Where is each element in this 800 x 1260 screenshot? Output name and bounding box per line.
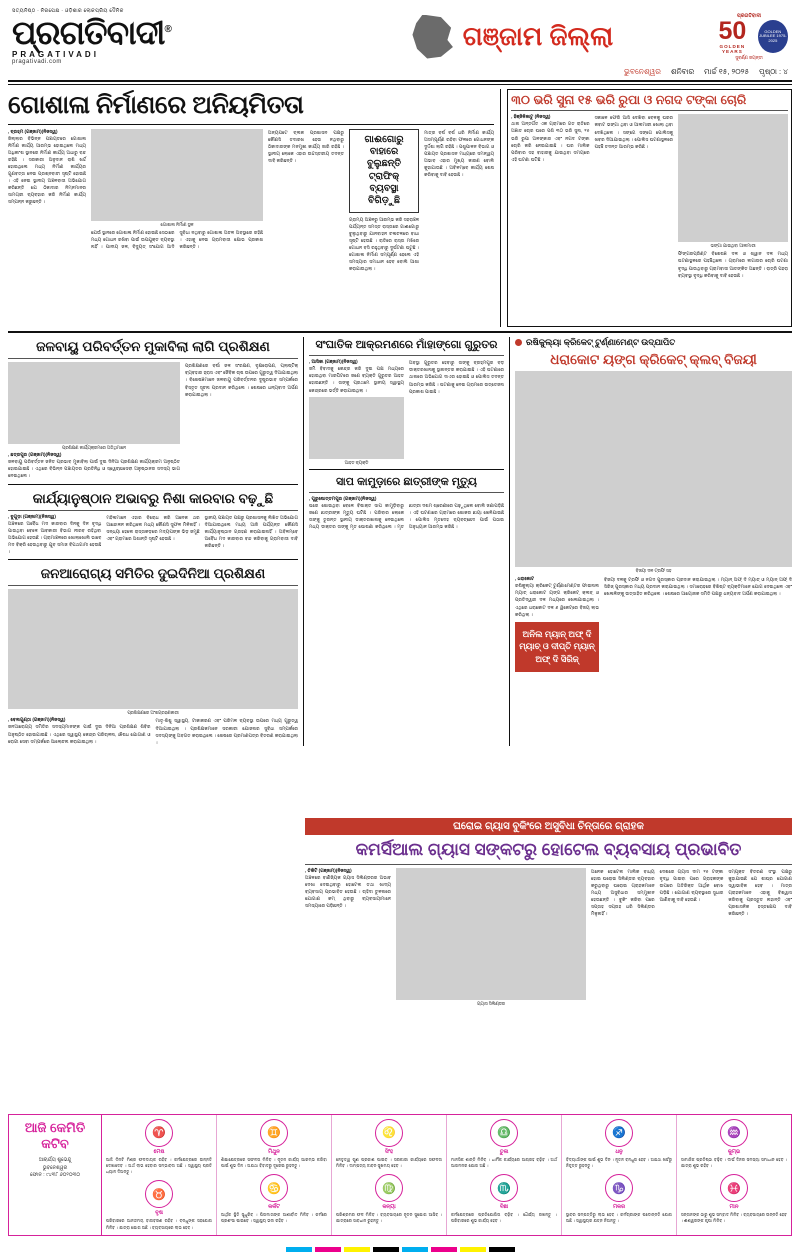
training-text-2: ପ୍ରଶିକ୍ଷଣରେ ବର୍ଷା ଜଳ ସଂରକ୍ଷଣ, ବୃକ୍ଷରୋପଣ, ପ୍ଲାଷ୍ଟିକ୍ ବ୍ୟବହାର ହ୍ରାସ ଏବଂ ଜୈବିକ ଚାଷ ଉପରେ ଗୁରୁତ୍ୱ ଦିଆଯାଇଥିଲା । ବିଶେଷଜ୍ଞମାନେ ଜଳବାୟୁ ପରିବର୍ତ୍ତନର ଦୁଷ୍ପ୍ରଭାବ ସମ୍ପର୍କରେ ବିସ୍ତୃତ ସୂଚନା ପ୍ରଦାନ କରିଥିଲେ । ଶେଷରେ ଧନ୍ୟବାଦ ଅର୍ପଣ କରାଯାଇଥିଲା । bbox=[185, 363, 298, 397]
cricket-text-1: ରଷିକୁଲ୍ୟା କ୍ରିକେଟ୍ ଟୁର୍ଣ୍ଣାମେଣ୍ଟର ଫାଇନାଲ ମ୍ୟାଚ୍ ଧରାକୋଟ ୟଙ୍ଗ କ୍ରିକେଟ୍ କ୍ଲବ୍ ଓ ପ୍ରତିଦ୍ୱନ୍ଦୀ ଦଳ ମଧ୍ୟରେ ଖେଳାଯାଇଥିଲା । ଏଥିରେ ଧରାକୋଟ ଦଳ ୬ ୱିକେଟ୍‌ରେ ବିଜୟ ଲାଭ କରିଥିଲା । bbox=[515, 583, 599, 617]
gas-text-3: ଦେଶରେ ଗ୍ୟାସ ଦାମ ୧୫ ଟଙ୍କା ବୃଦ୍ଧି ପାଇବା ପରେ ଗ୍ରାହକଙ୍କ ଉପରେ ଅତିରିକ୍ତ ଆର୍ଥିକ ବୋଝ ପଡ଼ିଛି । ଯୋଗାଣ ବ୍ୟବସ୍ଥାରେ ସୁଧାର ଆଣିବାକୁ ଦାବି ହେଉଛି । bbox=[659, 868, 724, 902]
health-photo-caption: ପ୍ରଶିକ୍ଷଣରେ ଅଂଶଗ୍ରହଣକାରୀ bbox=[127, 710, 179, 716]
horoscope-column bbox=[217, 1115, 332, 1235]
training-col-2 bbox=[185, 362, 298, 479]
horoscope-sign bbox=[336, 1174, 442, 1225]
gas-photo-caption: ଗ୍ୟାସ ସିଲିଣ୍ଡର bbox=[476, 1000, 506, 1006]
jubilee-top-label: ପ୍ରଗତିବାଦୀ bbox=[736, 13, 761, 19]
training-photo bbox=[8, 362, 180, 444]
lead-text-2: ଯେଉଁ ସ୍ଥାନରେ ଗୋଶାଳା ନିର୍ମାଣ ହୋଇଛି ସେଠାରେ ମଧ୍ୟ ଗୋଧନ ରଖିବା ପାଇଁ ଉପଯୁକ୍ତ ବ୍ୟବସ୍ଥା ନାହିଁ । ପାନୀୟ ଜଳ, ବିଦ୍ୟୁତ୍ ସଂଯୋଗ ଆଦି ସୁବିଧା ନଥିବାରୁ ଗୋଶାଳା ଅଚଳ ଅବସ୍ଥାରେ ରହିଛି । ଏହାକୁ ନେଇ ଗ୍ରାମବାସୀ କ୍ଷୋଭ ପ୍ରକାଶ କରିଛନ୍ତି । bbox=[91, 229, 263, 249]
horoscope-column bbox=[562, 1115, 677, 1235]
horoscope-sign-text: କର୍ମକ୍ଷେତ୍ରରେ ପ୍ରତିଯୋଗିତା ବଢ଼ିବ । ଧୈର୍ଯ୍ୟ ରଖନ୍ତୁ । ପରିବାରରେ ଶୁଭ କାର୍ଯ୍ୟ ହେବ । bbox=[451, 1212, 557, 1224]
theft-story bbox=[507, 89, 792, 327]
gas-text-1: ଅଞ୍ଚଳରେ ବାଣିଜ୍ୟିକ ଗ୍ୟାସ ସିଲିଣ୍ଡରର ଅଭାବ ଦେଖା ଦେଇଥିବାରୁ ହୋଟେଲ ତଥା ଖାଦ୍ୟ ବ୍ୟବସାୟ ପ୍ରଭାବିତ ହେଉଛି । ଚାହିଦା ତୁଳନାରେ ଯୋଗାଣ କମ୍ ଥିବାରୁ ବ୍ୟବସାୟୀମାନେ ସମସ୍ୟାରେ ପଡ଼ିଛନ୍ତି । bbox=[305, 874, 391, 908]
lead-text-4: ଗ୍ରାମ୍ୟ ଅଞ୍ଚଳରୁ ଆରମ୍ଭ କରି ସହରାଞ୍ଚଳ ପର୍ଯ୍ୟନ୍ତ ସମସ୍ତ ରାସ୍ତାରେ ଗାଈଗୋରୁ ବୁଲୁଥିବାରୁ ଯାନବାହନ ଚଳାଚଳରେ ବାଧା ସୃଷ୍ଟି ହେଉଛି । ରାତିରେ ରାସ୍ତା ମଝିରେ ଗୋଧନ ବସି ରହୁଥିବାରୁ ଦୁର୍ଘଟଣା ଘଟୁଛି । ଗୋଶାଳା ନିର୍ମାଣ ସମ୍ପୂର୍ଣ୍ଣ ହେଲେ ଏହି ସମସ୍ୟାର ସମାଧାନ ହେବ ବୋଲି ଆଶା କରାଯାଉଥିଲା । bbox=[349, 216, 420, 272]
lead-story bbox=[8, 89, 501, 327]
accident-headline: ସଂଘାତିକ ଆକ୍ରମଣରେ ମାଁହାଙ୍ଗୋ ଗୁରୁତର bbox=[315, 339, 498, 351]
horoscope-sign bbox=[106, 1180, 212, 1231]
lead-col-4 bbox=[349, 129, 419, 273]
theft-byline: ‚ ହିଞ୍ଜିଳିକାଟୁ (ନିଜସ୍ୱ) bbox=[511, 114, 551, 120]
theft-col-1 bbox=[511, 114, 589, 278]
horoscope-sign-name: ବିଛା bbox=[499, 1204, 509, 1211]
theft-photo-caption: ଭଙ୍ଗା ଯାଇଥିବା ଆଲମାରୀ bbox=[710, 243, 756, 249]
gas-col-3 bbox=[660, 868, 724, 1006]
theft-text-3: ଫିଙ୍ଗରପ୍ରିଣ୍ଟ ବିଶେଷଜ୍ଞ ଦଳ ଓ ଶ୍ୱାନ ଦଳ ମଧ୍ୟ ଘଟଣାସ୍ଥଳରେ ପହଞ୍ଚିଥିଲେ । ଗ୍ରାମରେ ଲଗାତାର ଚୋରି ଘଟଣା ବୃଦ୍ଧି ପାଉଥିବାରୁ ଗ୍ରାମବାସୀ ଆତଙ୍କିତ ଅଛନ୍ତି । ରାତ୍ରି ପହରା ବ୍ୟବସ୍ଥା ବୃଦ୍ଧି କରିବାକୁ ଦାବି ହେଉଛି । bbox=[678, 251, 789, 278]
horoscope-masthead bbox=[9, 1115, 102, 1235]
gas-headline: କମର୍ସିଆଲ ଗ୍ୟାସ ସଙ୍କଟରୁ ହୋଟେଲ ବ୍ୟବସାୟ ପ୍ରଭାବିତ bbox=[355, 840, 742, 859]
jubilee-years: GOLDEN YEARS bbox=[719, 44, 746, 54]
jubilee-bottom-label: ସୁବର୍ଣ୍ଣ ଜୟନ୍ତୀ bbox=[735, 55, 763, 60]
cricket-kicker bbox=[515, 337, 792, 350]
lead-byline: ‚ ବ୍ରହ୍ମ (ଗଞ୍ଜାମ)(ନିଜସ୍ୱ) bbox=[8, 128, 58, 134]
jubilee-seal-icon: GOLDEN JUBILEE 1975-2025 bbox=[758, 20, 788, 53]
horoscope-sign bbox=[106, 1119, 212, 1176]
lead-col-1 bbox=[8, 129, 86, 273]
health-col-2 bbox=[156, 717, 299, 745]
horoscope-sign-text: ମାନସିକ ଶାନ୍ତି ମିଳିବ । ଧାର୍ମିକ କାର୍ଯ୍ୟରେ ଆଗ୍ରହ ବଢ଼ିବ । ଅର୍ଥ ଆଗମନର ଯୋଗ ଅଛି । bbox=[451, 1156, 557, 1168]
horoscope-sign-text: ସନ୍ତାନଙ୍କ ଠାରୁ ଶୁଭ ସମ୍ବାଦ ମିଳିବ । ବ୍ୟବସାୟରେ ଉନ୍ନତି ହେବ । ଈଶ୍ୱରଙ୍କ କୃପା ମିଳିବ । bbox=[681, 1212, 787, 1224]
horoscope-sign bbox=[451, 1174, 557, 1225]
accident-text-2: ଅବସ୍ଥା ଗୁରୁତର ହେବାରୁ ତାଙ୍କୁ ବ୍ରହ୍ମପୁର ବଡ଼ ଡାକ୍ତରଖାନାକୁ ସ୍ଥାନାନ୍ତର କରାଯାଇଛି । ଏହି ଘଟଣାରେ ଥାନାରେ ଅଭିଯୋଗ ଦାଏର ହୋଇଛି ଓ ପୋଲିସ ତଦନ୍ତ ଆରମ୍ଭ କରିଛି । ଘଟଣାକୁ ନେଇ ଗ୍ରାମରେ ଉତ୍ତେଜନା ପ୍ରକାଶ ପାଇଛି । bbox=[409, 360, 504, 394]
horoscope-phone: ଫୋନ : ୯୪୩୮ ୬୦୨୦୩୦ bbox=[29, 1172, 81, 1179]
theft-col-2 bbox=[595, 114, 673, 278]
horoscope-place: ଭୁବନେଶ୍ୱର bbox=[42, 1164, 68, 1171]
cricket-col-1 bbox=[515, 576, 599, 672]
snake-byline: ‚ ପୁରୁଷୋତ୍ତମପୁର (ଗଞ୍ଜାମ)(ନିଜସ୍ୱ) bbox=[309, 495, 377, 501]
zodiac-symbol-icon: ♒ bbox=[720, 1119, 748, 1147]
training-photo-caption: ପ୍ରଶିକ୍ଷଣ କାର୍ଯ୍ୟକ୍ରମରେ ଅତିଥିମାନେ bbox=[62, 445, 126, 451]
horoscope-column bbox=[102, 1115, 217, 1235]
cricket-text-2: ବିଜୟୀ ଦଳକୁ ଟ୍ରଫି ଓ ନଗଦ ପୁରସ୍କାର ପ୍ରଦାନ କରାଯାଇଥିଲା । ମ୍ୟାନ୍ ଅଫ୍ ଦି ମ୍ୟାଚ୍ ଓ ମ୍ୟାନ୍ ଅଫ୍ ଦି ସିରିଜ୍ ପୁରସ୍କାର ମଧ୍ୟ ପ୍ରଦାନ କରାଯାଇଥିଲା । ସମାରୋହରେ ବିଶିଷ୍ଟ ବ୍ୟକ୍ତିମାନେ ଯୋଗ ଦେଇଥିଲେ ଏବଂ ଖେଳାଳିଙ୍କୁ ଉତ୍ସାହିତ କରିଥିଲେ । ଶେଷରେ ଆୟୋଜକ ସମିତି ପକ୍ଷରୁ ଧନ୍ୟବାଦ ଅର୍ପଣ କରାଯାଇଥିଲା । bbox=[604, 577, 792, 597]
masthead-tagline: ସତ୍ୟନିଷ୍ଠ · ନିରପେକ୍ଷ · ଓଡ଼ିଶାର ଲୋକପ୍ରିୟ ଦୈନିକ bbox=[12, 8, 124, 14]
jubilee-badge bbox=[710, 13, 788, 60]
lead-headline: ଗୋଶାଳା ନିର୍ମାଣରେ ଅନିୟମିତତା bbox=[8, 89, 494, 125]
theft-headline: ୩୦ ଭରି ସୁନା ୧୫ ଭରି ରୁପା ଓ ନଗଦ ଟଙ୍କା ଚୋରି bbox=[511, 93, 747, 107]
liquor-col-3 bbox=[205, 514, 298, 556]
gas-story bbox=[305, 818, 792, 1006]
gas-photo bbox=[396, 868, 586, 1000]
horoscope-sign-text: ପରିବାରରେ ଆନନ୍ଦମୟ ବାତାବରଣ ରହିବ । ବନ୍ଧୁଙ୍କ ସହଯୋଗ ମିଳିବ । ଯାତ୍ରା ଯୋଗ ଅଛି । ବ୍ୟବସାୟରେ ଲାଭ ହେବ । bbox=[106, 1218, 212, 1230]
gas-banner: ଘରୋଇ ଗ୍ୟାସ ବୁକିଂରେ ଅସୁବିଧା ଚିନ୍ତାରେ ଗ୍ରାହକ bbox=[305, 818, 792, 835]
cricket-headline: ଧରାକୋଟ ୟଙ୍ଗ କ୍ରିକେଟ୍ କ୍ଲବ୍ ବିଜୟୀ bbox=[550, 352, 757, 367]
cricket-photo bbox=[515, 371, 792, 567]
horoscope-sign bbox=[221, 1119, 327, 1170]
zodiac-symbol-icon: ♐ bbox=[605, 1119, 633, 1147]
health-text-1: ଜନଆରୋଗ୍ୟ ସମିତିର ସଦସ୍ୟମାନଙ୍କ ପାଇଁ ଦୁଇ ଦିନିଆ ପ୍ରଶିକ୍ଷଣ ଶିବିର ଅନୁଷ୍ଠିତ ହୋଇଯାଇଛି । ଏଥିରେ ସ୍ୱାସ୍ଥ୍ୟ କେନ୍ଦ୍ର ପରିଚାଳନା, ଔଷଧ ଯୋଗାଣ ଓ ରୋଗୀ ସେବା ସମ୍ପର୍କରେ ଆଲୋଚନା କରାଯାଇଥିଲା । bbox=[8, 724, 151, 744]
horoscope-sign-name: ସିଂହ bbox=[384, 1148, 394, 1155]
liquor-byline: ‚ ବୁଗୁଡ଼ା (ଗଞ୍ଜାମ)(ନିଜସ୍ୱ) bbox=[8, 513, 56, 519]
horoscope-title: ଆଜି କେମିତି କଟିବ bbox=[24, 1119, 86, 1151]
horoscope-sign-name: ମେଷ bbox=[153, 1148, 165, 1155]
horoscope-sign-name: ଧନୁ bbox=[615, 1148, 623, 1155]
lead-subhead-box bbox=[349, 129, 419, 213]
gas-col-4 bbox=[728, 868, 792, 1006]
horoscope-sign-text: ଶିକ୍ଷାକ୍ଷେତ୍ରରେ ସଫଳତା ମିଳିବ । ନୂତନ କାର୍ଯ୍ୟ ଆରମ୍ଭ କରିବା ପାଇଁ ଶୁଭ ଦିନ । ଅଯଥା ବିବାଦରୁ ଦୂରେଇ ରୁହନ୍ତୁ । bbox=[221, 1156, 327, 1168]
horoscope-sign-name: ତୁଳା bbox=[499, 1148, 509, 1155]
middle-center-column bbox=[309, 337, 510, 746]
liquor-col-2 bbox=[106, 514, 199, 556]
horoscope-strip bbox=[8, 1114, 792, 1236]
dateline bbox=[8, 65, 792, 80]
jubilee-number: 50 bbox=[718, 17, 747, 45]
horoscope-sign bbox=[336, 1119, 442, 1170]
training-headline: ଜଳବାୟୁ ପରିବର୍ତ୍ତନ ମୁକାବିଲା ଲାଗି ପ୍ରଶିକ୍ଷଣ bbox=[36, 339, 270, 354]
horoscope-sign-name: କୁମ୍ଭ bbox=[727, 1148, 741, 1155]
health-byline: ‚ ବେଲଗୁଣ୍ଠା (ଗଞ୍ଜାମ)(ନିଜସ୍ୱ) bbox=[8, 717, 66, 723]
cricket-pullquote: ଅନିଲ ମ୍ୟାନ୍ ଅଫ୍ ଦି ମ୍ୟାଚ୍ ଓ ଦୀପ୍ତି ମ୍ୟାନ୍ ଅଫ୍ ଦି ସିରିଜ୍ bbox=[515, 622, 599, 672]
training-story bbox=[8, 337, 298, 480]
theft-col-3 bbox=[678, 114, 788, 278]
masthead-title-latin: PRAGATIVADI bbox=[12, 50, 99, 59]
masthead bbox=[8, 6, 792, 65]
dateline-date: ମାର୍ଚ୍ଚ ୧୫, ୨୦୨୫ bbox=[704, 67, 750, 76]
gas-text-2: ଅନେକ ହୋଟେଲ ମାଲିକ ବାଧ୍ୟ ହୋଇ ଘରୋଇ ସିଲିଣ୍ଡର ବ୍ୟବହାର କରୁଥିବାରୁ ଘରୋଇ ଗ୍ରାହକମାନେ ମଧ୍ୟ ଅସୁବିଧାର ସମ୍ମୁଖୀନ ହେଉଛନ୍ତି । ବୁକିଂ କରିବା ପରେ ସପ୍ତାହ ସପ୍ତାହ ଧରି ସିଲିଣ୍ଡର ମିଳୁନାହିଁ । bbox=[591, 868, 655, 917]
horoscope-author: ଆଚାର୍ଯ୍ୟ ଶୁଭେନ୍ଦୁ bbox=[38, 1157, 72, 1164]
horoscope-sign-name: ମକର bbox=[612, 1204, 626, 1211]
health-story bbox=[8, 564, 298, 746]
accident-photo bbox=[309, 397, 404, 459]
gas-text-4: ସମ୍ପୃକ୍ତ ବିତରଣ ସଂସ୍ଥା ପକ୍ଷରୁ କୁହାଯାଇଛି ଯେ ଶୀଘ୍ର ଯୋଗାଣ ସ୍ୱାଭାବିକ ହେବ । ମାତ୍ର ଗ୍ରାହକମାନେ ଏହାକୁ ବିଶ୍ୱାସ କରିବାକୁ ପ୍ରସ୍ତୁତ ନାହାନ୍ତି ଏବଂ ପ୍ରଶାସନିକ ହସ୍ତକ୍ଷେପ ଦାବି କରିଛନ୍ତି । bbox=[728, 868, 793, 917]
horoscope-sign-name: କର୍କଟ bbox=[268, 1204, 280, 1211]
gas-col-2 bbox=[591, 868, 655, 1006]
dateline-day: ଶନିବାର bbox=[670, 67, 695, 76]
lead-text-3: ଅନ୍ୟପଟେ ବ୍ଲକ ପ୍ରଶାସନ ପକ୍ଷରୁ କୌଣସି ତଦାରଖ ହେଉ ନଥିବାରୁ ଠିକାଦାରଙ୍କ ମନମୁଖୀ କାର୍ଯ୍ୟ ଜାରି ରହିଛି । ସ୍ଥାନୀୟ ଲୋକେ ଏହାର ଉଚ୍ଚସ୍ତରୀୟ ତଦନ୍ତ ଦାବି କରିଛନ୍ତି । bbox=[268, 129, 344, 163]
cricket-kicker-text: ରଷିକୁଲ୍ୟା କ୍ରିକେଟ୍ ଟୁର୍ଣ୍ଣାମେଣ୍ଟ ଉଦ୍‌ଯାପିତ bbox=[526, 337, 676, 347]
gas-col-photo bbox=[396, 868, 586, 1006]
horoscope-sign bbox=[681, 1174, 787, 1225]
page-number: ପୃଷ୍ଠା : ୪ bbox=[759, 67, 788, 76]
masthead-divider bbox=[8, 80, 792, 85]
zodiac-symbol-icon: ♈ bbox=[145, 1119, 173, 1147]
liquor-col-1 bbox=[8, 514, 101, 556]
horoscope-sign bbox=[451, 1119, 557, 1170]
lead-col-5 bbox=[424, 129, 494, 273]
gas-byline: ‚ ଚିକିଟି (ଗଞ୍ଜାମ)(ନିଜସ୍ୱ) bbox=[305, 867, 352, 873]
health-text-2: ମାତୃ-ଶିଶୁ ସ୍ୱାସ୍ଥ୍ୟ, ଟୀକାକରଣ ଏବଂ ପରିମଳ ବ୍ୟବସ୍ଥା ଉପରେ ମଧ୍ୟ ଗୁରୁତ୍ୱ ଦିଆଯାଇଥିଲା । ପ୍ରଶିକ୍ଷକମାନେ ସରକାରୀ ଯୋଜନାର ସୁବିଧା ସମ୍ପର୍କରେ ସଦସ୍ୟଙ୍କୁ ଅବଗତ କରାଇଥିଲେ । ଶେଷରେ ପ୍ରମାଣପତ୍ର ବିତରଣ କରାଯାଇଥିଲା । bbox=[155, 718, 298, 745]
horoscope-sign-text: ପରିଶ୍ରମର ଫଳ ମିଳିବ । ବ୍ୟବସାୟରେ ନୂତନ ସୁଯୋଗ ଆସିବ । ଯାତ୍ରାରେ ସାବଧାନ ରୁହନ୍ତୁ । bbox=[336, 1212, 442, 1224]
horoscope-sign-text: ସ୍ଥାବର ସମ୍ପତ୍ତିରୁ ଲାଭ ହେବ । କର୍ମଚାରୀଙ୍କ ପଦୋନ୍ନତି ଯୋଗ ଅଛି । ସ୍ୱାସ୍ଥ୍ୟର ଯତ୍ନ ନିଅନ୍ତୁ । bbox=[566, 1212, 672, 1224]
zodiac-symbol-icon: ♍ bbox=[375, 1174, 403, 1202]
masthead-title: ପ୍ରଗତିବାଦୀ® bbox=[12, 14, 171, 51]
horoscope-sign bbox=[566, 1119, 672, 1170]
liquor-text-2: ମହିଳାମାନେ ଏହାର ବିରୋଧ କରି ଅନେକ ଥର ଆନ୍ଦୋଳନ କରିଥିଲେ ମଧ୍ୟ କୌଣସି ସୁଫଳ ମିଳିନାହିଁ । ସନ୍ଧ୍ୟା ହେଲେ ରାସ୍ତାକଡ଼ରେ ମଦ୍ୟପଙ୍କ ଭିଡ଼ ଜମୁଛି ଏବଂ ଗ୍ରାମରେ ଅଶାନ୍ତି ସୃଷ୍ଟି ହେଉଛି । bbox=[106, 514, 200, 542]
horoscope-sign-text: ନେତୃତ୍ୱ ଗୁଣ ପ୍ରକାଶ ପାଇବ । ସରକାରୀ କାର୍ଯ୍ୟରେ ସଫଳତା ମିଳିବ । ଦାମ୍ପତ୍ୟ ଜୀବନ ସୁଖମୟ ହେବ । bbox=[336, 1156, 442, 1168]
horoscope-sign bbox=[681, 1119, 787, 1170]
zodiac-symbol-icon: ♋ bbox=[260, 1174, 288, 1202]
theft-text-1: ଥାନା ଅନ୍ତର୍ଗତ ଏକ ଗ୍ରାମରେ ଗତ ରାତିରେ ଅଜ୍ଞାତ ଚୋର ଘରେ ପଶି ୩୦ ଭରି ସୁନା, ୧୫ ଭରି ରୁପା ଅଳଙ୍କାର ଏବଂ ନଗଦ ଟଙ୍କା ଚୋରି କରି ନେଇଯାଇଛି । ଘର ମାଲିକ ପରିବାର ସହ ବାହାରକୁ ଯାଇଥିବା ସମୟରେ ଏହି ଘଟଣା ଘଟିଛି । bbox=[511, 121, 590, 162]
masthead-district bbox=[409, 15, 613, 59]
liquor-text-1: ଅଞ୍ଚଳରେ ଅବୈଧ ମଦ କାରବାର ଦିନକୁ ଦିନ ବୃଦ୍ଧି ପାଉଥିବା ବେଳେ ଆବକାରୀ ବିଭାଗ ନୀରବ ରହିଥିବା ଅଭିଯୋଗ ହେଉଛି । ଗ୍ରାମାଞ୍ଚଳରେ ଖୋଲାଖୋଲି ଭାବେ ମଦ ବିକ୍ରି ହେଉଥିବାରୁ ଯୁବ ସମାଜ ବିପଥଗାମୀ ହେଉଛି । bbox=[8, 520, 102, 555]
horoscope-sign-name: ମୀନ bbox=[729, 1204, 739, 1211]
training-text-1: ଜଳବାୟୁ ପରିବର୍ତ୍ତନ ଜନିତ ପ୍ରଭାବ ମୁକାବିଲା ପାଇଁ ଦୁଇ ଦିନିଆ ପ୍ରଶିକ୍ଷଣ କାର୍ଯ୍ୟକ୍ରମ ଅନୁଷ୍ଠିତ ହୋଇଯାଇଛି । ଏଥିରେ ବିଭିନ୍ନ ପଞ୍ଚାୟତର ପ୍ରତିନିଧି ଓ ସ୍ୱେଚ୍ଛାସେବୀ ଅନୁଷ୍ଠାନର ସଦସ୍ୟ ଭାଗ ନେଇଥିଲେ । bbox=[8, 459, 180, 479]
accident-text-1: ଜମି ବିବାଦକୁ କେନ୍ଦ୍ର କରି ଦୁଇ ପକ୍ଷ ମଧ୍ୟରେ ହୋଇଥିବା ମାରପିଟରେ ଜଣେ ବ୍ୟକ୍ତି ଗୁରୁତର ଆହତ ହୋଇଛନ୍ତି । ତାଙ୍କୁ ପ୍ରଥମେ ସ୍ଥାନୀୟ ସ୍ୱାସ୍ଥ୍ୟ କେନ୍ଦ୍ରରେ ଭର୍ତ୍ତି କରାଯାଇଥିଲା । bbox=[309, 366, 404, 393]
middle-right-column bbox=[515, 337, 792, 746]
zodiac-symbol-icon: ♓ bbox=[720, 1174, 748, 1202]
top-section bbox=[8, 89, 792, 327]
snake-headline: ସାପ କାମୁଡ଼ାରେ ଛାତ୍ରୀଙ୍କ ମୃତ୍ୟୁ bbox=[336, 475, 477, 488]
training-col-photo bbox=[8, 362, 180, 479]
theft-photo bbox=[678, 114, 788, 242]
middle-section bbox=[8, 337, 792, 746]
zodiac-symbol-icon: ♑ bbox=[605, 1174, 633, 1202]
accident-byline: ‚ ଆସିକା (ଗଞ୍ଜାମ)(ନିଜସ୍ୱ) bbox=[309, 359, 358, 365]
district-map-icon bbox=[409, 15, 455, 59]
horoscope-sign-name: କନ୍ୟା bbox=[382, 1204, 396, 1211]
accident-col-1 bbox=[309, 359, 404, 464]
accident-story bbox=[309, 337, 504, 465]
liquor-headline: କାର୍ଯ୍ୟାନୁଷ୍ଠାନ ଅଭାବରୁ ନିଶା କାରବାର ବଢ଼ୁଛି bbox=[32, 490, 274, 506]
masthead-url: pragativadi.com bbox=[12, 59, 62, 65]
snake-story bbox=[309, 474, 504, 531]
accident-photo-caption: ଆହତ ବ୍ୟକ୍ତି bbox=[344, 459, 369, 465]
horoscope-column bbox=[447, 1115, 562, 1235]
horoscope-columns bbox=[102, 1115, 791, 1235]
lead-col-3 bbox=[268, 129, 344, 273]
horoscope-sign bbox=[566, 1174, 672, 1225]
zodiac-symbol-icon: ♏ bbox=[490, 1174, 518, 1202]
horoscope-column bbox=[332, 1115, 447, 1235]
horoscope-column bbox=[677, 1115, 791, 1235]
snake-text-1: ଘରେ ଶୋଇଥିବା ବେଳେ ବିଷାକ୍ତ ସାପ କାମୁଡ଼ିବାରୁ ଜଣେ ଛାତ୍ରୀଙ୍କ ମୃତ୍ୟୁ ଘଟିଛି । ପରିବାର ଲୋକେ ତାଙ୍କୁ ତୁରନ୍ତ ସ୍ଥାନୀୟ ଡାକ୍ତରଖାନାକୁ ନେଇଥିଲେ ମଧ୍ୟ ଡାକ୍ତର ତାଙ୍କୁ ମୃତ ଘୋଷଣା କରିଥିଲେ । ମୃତ ଛାତ୍ରୀ ଦଶମ ଶ୍ରେଣୀରେ ପଢ଼ୁଥିଲେ ବୋଲି ଜଣାପଡ଼ିଛି । ଏହି ଘଟଣାରେ ଗ୍ରାମରେ ଶୋକର ଛାୟା ଖେଳିଯାଇଛି । ପୋଲିସ ମୃତଦେହ ବ୍ୟବଚ୍ଛେଦ ପାଇଁ ପଠାଇ ଅନୁଧ୍ୟାନ ଆରମ୍ଭ କରିଛି । bbox=[309, 502, 504, 530]
zodiac-symbol-icon: ♌ bbox=[375, 1119, 403, 1147]
health-col-1 bbox=[8, 717, 151, 745]
lead-photo-caption: ଗୋଶାଳା ନିର୍ମାଣ ସ୍ଥଳ bbox=[160, 221, 194, 227]
training-byline: ‚ ଛତ୍ରପୁର (ଗଞ୍ଜାମ)(ନିଜସ୍ୱ) bbox=[8, 452, 62, 458]
zodiac-symbol-icon: ♉ bbox=[145, 1180, 173, 1208]
horoscope-sign bbox=[221, 1174, 327, 1225]
zodiac-symbol-icon: ♎ bbox=[490, 1119, 518, 1147]
horoscope-sign-text: ସାମାଜିକ ପ୍ରତିଷ୍ଠା ବଢ଼ିବ । ଦୀର୍ଘ ଦିନର ସମସ୍ୟା ସମାଧାନ ହେବ । ଯାତ୍ରା ଶୁଭ ରହିବ । bbox=[681, 1156, 787, 1168]
cricket-byline: ‚ ଧରାକୋଟ bbox=[515, 576, 535, 582]
liquor-story bbox=[8, 489, 298, 556]
zodiac-symbol-icon: ♊ bbox=[260, 1119, 288, 1147]
middle-left-column bbox=[8, 337, 304, 746]
health-headline: ଜନଆରୋଗ୍ୟ ସମିତିର ଦୁଇଦିନିଆ ପ୍ରଶିକ୍ଷଣ bbox=[40, 566, 266, 582]
color-registration-bars bbox=[0, 1247, 800, 1252]
lead-photo bbox=[91, 129, 263, 221]
horoscope-sign-text: ଆର୍ଥିକ ସ୍ଥିତି ସୁଧୁରିବ । ପିତାମାତାଙ୍କ ଆଶୀର୍ବାଦ ମିଳିବ । କର୍ମରେ ପ୍ରଶଂସା ପାଇବେ । ସ୍ୱାସ୍ଥ୍ୟ ଭଲ ରହିବ । bbox=[221, 1212, 327, 1224]
dateline-place: ଭୁବନେଶ୍ୱର bbox=[624, 67, 661, 76]
lead-subhead: ଗାଈଗୋରୁ ବାହାରେ ବୁଲୁଛନ୍ତି ଟ୍ରାଫିକ୍ ବ୍ୟବସ୍ଥା ବିଗିଡ଼ୁଛି bbox=[364, 133, 404, 207]
cricket-col-2 bbox=[604, 576, 792, 672]
gas-col-1 bbox=[305, 868, 391, 1006]
horoscope-sign-text: ଆଜି ଦିନଟି ମିଶ୍ର ଫଳଦାୟକ ରହିବ । କର୍ମକ୍ଷେତ୍ରରେ ଉନ୍ନତି ଦେଖାଦେବ । ଅର୍ଥ ଲାଭ ହେବାର ସମ୍ଭାବନା ଅଛି । ସ୍ୱାସ୍ଥ୍ୟ ପ୍ରତି ଧ୍ୟାନ ଦିଅନ୍ତୁ । bbox=[106, 1156, 212, 1175]
health-photo bbox=[8, 589, 298, 709]
lead-text-5: ମାତ୍ର ବର୍ଷ ବର୍ଷ ଧରି ନିର୍ମାଣ କାର୍ଯ୍ୟ ଅସମ୍ପୂର୍ଣ୍ଣ ରହିବା ଫଳରେ ଗୋଧନଙ୍କ ଦୁର୍ଦ୍ଦଶା ଲାଗି ରହିଛି । ପଶୁପାଳନ ବିଭାଗ ଓ ପଞ୍ଚାୟତ ପ୍ରଶାସନ ମଧ୍ୟରେ ସମନ୍ୱୟ ଅଭାବ ଏହାର ମୁଖ୍ୟ କାରଣ ବୋଲି କୁହାଯାଉଛି । ଅବିଳମ୍ବେ କାର୍ଯ୍ୟ ଶେଷ କରିବାକୁ ଦାବି ହେଉଛି । bbox=[424, 129, 495, 178]
horoscope-sign-text: ବିଦ୍ୟାର୍ଥୀଙ୍କ ପାଇଁ ଶୁଭ ଦିନ । ନୂତନ ବନ୍ଧୁତା ହେବ । ଅଯଥା ଖର୍ଚ୍ଚରୁ ନିବୃତ୍ତ ରୁହନ୍ତୁ । bbox=[566, 1156, 672, 1168]
horoscope-sign-name: ବୃଷ bbox=[155, 1210, 163, 1217]
lead-text-1: ଜିଲ୍ଲାର ବିଭିନ୍ନ ପଞ୍ଚାୟତରେ ଗୋଶାଳା ନିର୍ମାଣ କାର୍ଯ୍ୟ ଆରମ୍ଭ ହୋଇଥିଲେ ମଧ୍ୟ ଅଧିକାଂଶ ସ୍ଥାନରେ ନିର୍ମାଣ କାର୍ଯ୍ୟ ଅଧାରୁ ବନ୍ଦ ରହିଛି । ସରକାରୀ ଅନୁଦାନ ରାଶି ଖର୍ଚ୍ଚ ହୋଇଥିଲେ ମଧ୍ୟ ନିର୍ମାଣ କାର୍ଯ୍ୟର ଗୁଣବତ୍ତା ନେଇ ପ୍ରଶ୍ନବାଚୀ ସୃଷ୍ଟି ହୋଇଛି । ଏହି ନେଇ ସ୍ଥାନୀୟ ଅଞ୍ଚଳବାସୀ ଅଭିଯୋଗ କରିଛନ୍ତି ଯେ ଠିକାଦାର ନିମ୍ନମାନର ସାମଗ୍ରୀ ବ୍ୟବହାର କରି ନିର୍ମାଣ କାର୍ଯ୍ୟ ସମ୍ପନ୍ନ କରୁଛନ୍ତି । bbox=[8, 135, 86, 205]
accident-col-2 bbox=[409, 359, 504, 464]
district-name: ଗଞ୍ଜାମ ଜିଲ୍ଲା bbox=[462, 20, 614, 51]
horoscope-sign-name: ମିଥୁନ bbox=[268, 1148, 280, 1155]
liquor-text-3: ସ୍ଥାନୀୟ ପଞ୍ଚାୟତ ପକ୍ଷରୁ ପ୍ରଶାସନକୁ ଲିଖିତ ଅଭିଯୋଗ ଦିଆଯାଇଥିଲେ ମଧ୍ୟ ଆଜି ପର୍ଯ୍ୟନ୍ତ କୌଣସି କାର୍ଯ୍ୟାନୁଷ୍ଠାନ ଗ୍ରହଣ କରାଯାଇନାହିଁ । ଅବିଳମ୍ବେ ଅବୈଧ ମଦ କାରବାର ବନ୍ଦ କରିବାକୁ ଗ୍ରାମବାସୀ ଦାବି କରିଛନ୍ତି । bbox=[204, 514, 298, 549]
cricket-photo-caption: ବିଜୟୀ ଦଳ ଟ୍ରଫି ସହ bbox=[635, 568, 672, 574]
masthead-brand bbox=[12, 8, 312, 65]
bullet-icon bbox=[515, 339, 522, 346]
theft-text-2: ସକାଳେ ଫେରି ଆସି ଦେଖିବା ବେଳକୁ ଘରର କବାଟ ଭଙ୍ଗା ଥିବା ଓ ଆଲମାରୀ ଖୋଲା ଥିବା ଦେଖିଥିଲେ । ସଙ୍ଗେ ସଙ୍ଗେ ପୋଲିସକୁ ଖବର ଦିଆଯାଇଥିଲା । ପୋଲିସ ଘଟଣାସ୍ଥଳରେ ପହଞ୍ଚି ତଦନ୍ତ ଆରମ୍ଭ କରିଛି । bbox=[594, 115, 674, 149]
lead-col-2 bbox=[91, 129, 263, 273]
